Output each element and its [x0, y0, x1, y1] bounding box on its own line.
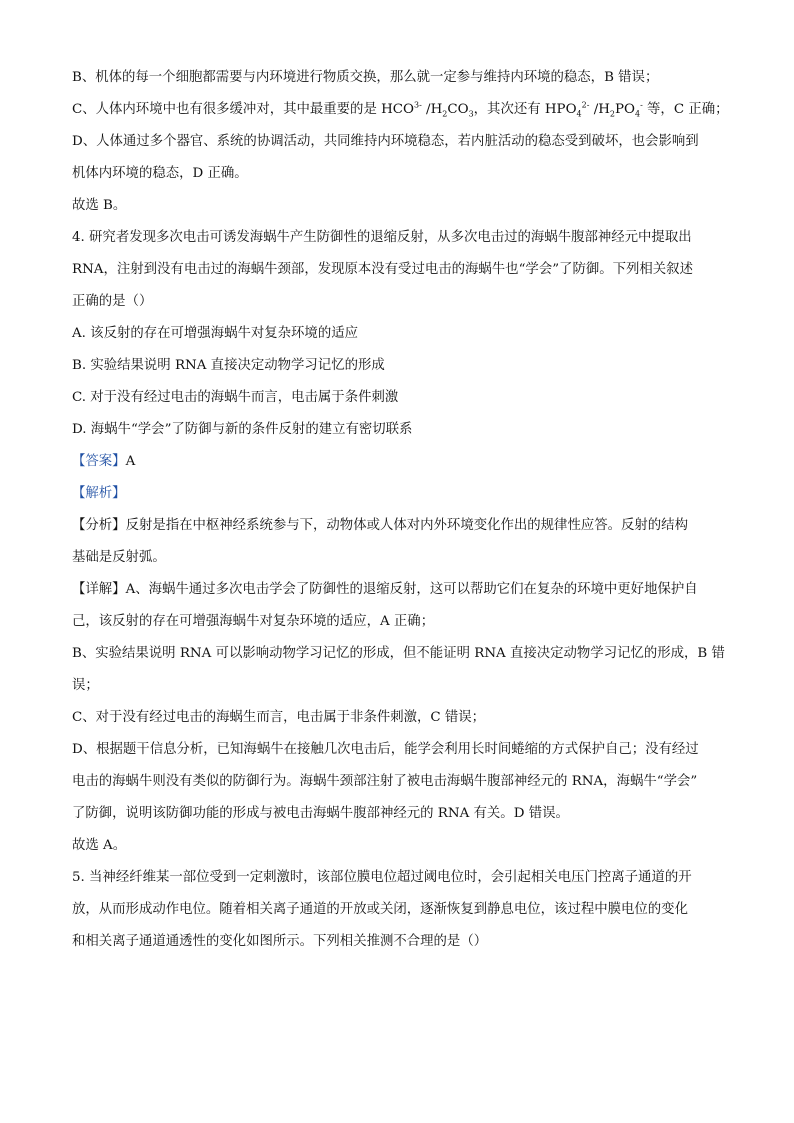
- superscript: 3-: [414, 100, 422, 110]
- q3-conclusion: 故选 B。: [72, 198, 127, 213]
- text-segment: /H: [421, 102, 443, 117]
- q4-stem-line-2: RNA，注射到没有电击过的海蜗牛颈部，发现原本没有受过电击的海蜗牛也“学会”了防御。下列相关叙述: [72, 262, 693, 277]
- text-segment: 反射是指在中枢神经系统参与下，动物体或人体对内外环境变化作出的规律性应答。反射的结构: [125, 518, 688, 533]
- q4-xiangjie-b-line-1: B、实验结果说明 RNA 可以影响动物学习记忆的形成，但不能证明 RNA 直接决定动物学习记忆的形成，B 错: [72, 646, 725, 661]
- answer-tag: 【答案】: [72, 454, 126, 469]
- q4-option-b: B. 实验结果说明 RNA 直接决定动物学习记忆的形成: [72, 358, 385, 373]
- q4-fenxi-line-1: [72, 510, 724, 542]
- xiangjie-tag: 【详解】: [72, 582, 126, 597]
- text-segment: /H: [589, 102, 610, 117]
- q5-stem-line-2: 放，从而形成动作电位。随着相关离子通道的开放或关闭，逐渐恢复到静息电位，该过程中膜电位的变化: [72, 902, 688, 917]
- text-segment: 等，C 正确；: [642, 102, 729, 117]
- text-segment: ，其次还有 HPO: [473, 102, 577, 117]
- text-segment: C、人体内环境中也有很多缓冲对，其中最重要的是 HCO: [72, 102, 414, 117]
- q4-option-c: C. 对于没有经过电击的海蜗牛而言，电击属于条件刺激: [72, 390, 399, 405]
- q4-xiangjie-line-1: [72, 574, 724, 606]
- q4-option-d: D. 海蜗牛“学会”了防御与新的条件反射的建立有密切联系: [72, 422, 413, 437]
- subscript: 2: [609, 109, 615, 119]
- subscript: 4: [576, 109, 582, 119]
- superscript: 2-: [581, 100, 590, 110]
- q4-xiangjie-d-line-3: 了防御，说明该防御功能的形成与被电击海蜗牛腹部神经元的 RNA 有关。D 错误。: [72, 806, 569, 821]
- q5-stem-line-1: 5. 当神经纤维某一部位受到一定刺激时，该部位膜电位超过阈电位时，会引起相关电压门控离子通道的开: [72, 870, 692, 885]
- q4-xiangjie-c: C、对于没有经过电击的海蜗生而言，电击属于非条件刺激，C 错误；: [72, 710, 486, 725]
- subscript: 3: [468, 109, 474, 119]
- q4-answer: [72, 446, 724, 478]
- subscript: 4: [634, 109, 641, 119]
- q4-analysis-heading: [72, 478, 724, 510]
- q3-option-c-explanation: [72, 94, 729, 126]
- text-segment: A、海蜗牛通过多次电击学会了防御性的退缩反射，这可以帮助它们在复杂的环境中更好地保护自: [125, 582, 698, 597]
- text-segment: PO: [614, 102, 635, 117]
- q4-stem-line-1: 4. 研究者发现多次电击可诱发海蜗牛产生防御性的退缩反射，从多次电击过的海蜗牛腹部神经元中提取出: [72, 230, 692, 245]
- document-page: [72, 62, 729, 958]
- q4-xiangjie-d-line-2: 电击的海蜗牛则没有类似的防御行为。海蜗牛颈部注射了被电击海蜗牛腹部神经元的 RNA，海蜗牛“学会”: [72, 774, 698, 789]
- q5-stem-line-3: 和相关离子通道通透性的变化如图所示。下列相关推测不合理的是（）: [72, 934, 488, 949]
- analysis-tag: 【解析】: [72, 486, 126, 501]
- answer-value: A: [125, 454, 136, 469]
- q3-option-d-explanation-line-1: D、人体通过多个器官、系统的协调活动，共同维持内环境稳态，若内脏活动的稳态受到破坏，也会影响到: [72, 134, 699, 149]
- q3-option-d-explanation-line-2: 机体内环境的稳态，D 正确。: [72, 166, 248, 181]
- q4-option-a: A. 该反射的存在可增强海蜗牛对复杂环境的适应: [72, 326, 358, 341]
- subscript: 2: [442, 109, 448, 119]
- superscript: -: [640, 100, 643, 110]
- q4-xiangjie-b-line-2: 误；: [72, 678, 99, 693]
- q4-xiangjie-d-line-1: D、根据题干信息分析，已知海蜗牛在接触几次电击后，能学会利用长时间蜷缩的方式保护自己；没有经过: [72, 742, 699, 757]
- q4-xiangjie-a-line-2: 己，该反射的存在可增强海蜗牛对复杂环境的适应，A 正确；: [72, 614, 435, 629]
- q3-option-b-explanation: B、机体的每一个细胞都需要与内环境进行物质交换，那么就一定参与维持内环境的稳态，B 错误；: [72, 70, 659, 85]
- text-segment: CO: [447, 102, 469, 117]
- q4-conclusion: 故选 A。: [72, 838, 127, 853]
- q4-stem-line-3: 正确的是（）: [72, 294, 153, 309]
- fenxi-tag: 【分析】: [72, 518, 126, 533]
- q4-fenxi-line-2: 基础是反射弧。: [72, 550, 166, 565]
